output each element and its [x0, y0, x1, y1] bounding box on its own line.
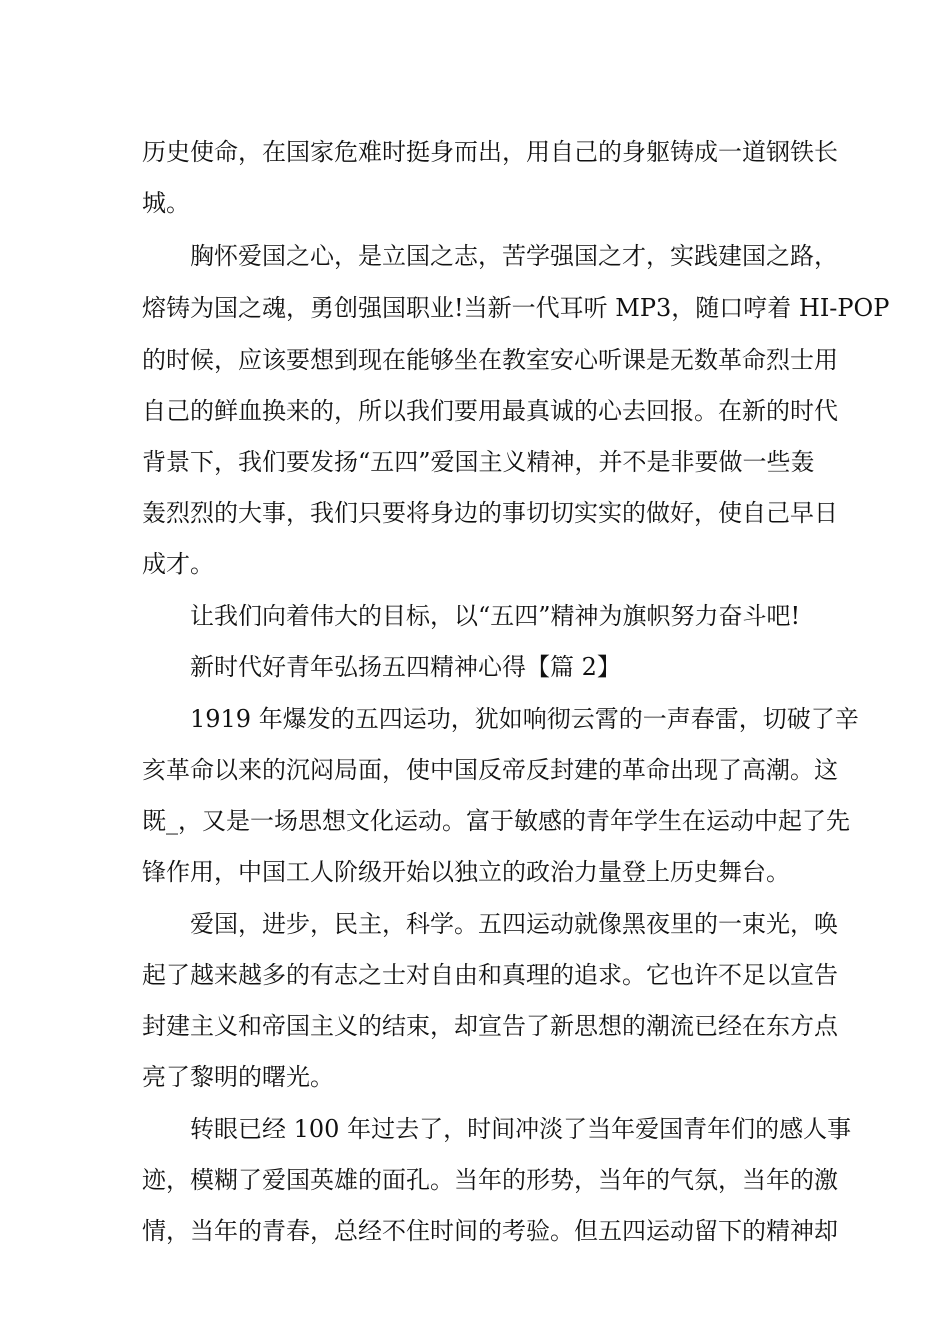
paragraph-first-line: 胸怀爱国之心，是立国之志，苦学强国之才，实践建国之路，: [190, 242, 838, 270]
paragraph-first-line: 让我们向着伟大的目标，以“五四”精神为旗帜努力奋斗吧!: [190, 602, 801, 630]
text-line: 锋作用，中国工人阶级开始以独立的政治力量登上历史舞台。: [142, 858, 790, 886]
paragraph-first-line: 爱国，进步，民主，科学。五四运动就像黑夜里的一束光，唤: [190, 910, 838, 938]
text-line: 历史使命，在国家危难时挺身而出，用自己的身躯铸成一道钢铁长: [142, 138, 838, 166]
text-line: 封建主义和帝国主义的结束，却宣告了新思想的潮流已经在东方点: [142, 1012, 838, 1040]
text-line: 成才。: [142, 550, 214, 578]
text-line: 亥革命以来的沉闷局面，使中国反帝反封建的革命出现了高潮。这: [142, 756, 838, 784]
text-line: 城。: [142, 189, 190, 217]
text-line: 亮了黎明的曙光。: [142, 1063, 334, 1091]
text-line: 迹，模糊了爱国英雄的面孔。当年的形势，当年的气氛，当年的激: [142, 1166, 838, 1194]
text-line: 背景下，我们要发扬“五四”爱国主义精神，并不是非要做一些轰: [142, 448, 815, 476]
text-line: 自己的鲜血换来的，所以我们要用最真诚的心去回报。在新的时代: [142, 397, 838, 425]
text-line: 熔铸为国之魂，勇创强国职业!当新一代耳听 MP3，随口哼着 HI-POP: [142, 294, 890, 322]
text-line: 情，当年的青春，总经不住时间的考验。但五四运动留下的精神却: [142, 1217, 838, 1245]
paragraph-first-line: 转眼已经 100 年过去了，时间冲淡了当年爱国青年们的感人事: [190, 1115, 852, 1143]
text-line: 轰烈烈的大事，我们只要将身边的事切切实实的做好，使自己早日: [142, 499, 838, 527]
text-line: 既_，又是一场思想文化运动。富于敏感的青年学生在运动中起了先: [142, 807, 850, 835]
section-heading: 新时代好青年弘扬五四精神心得【篇 2】: [190, 653, 621, 681]
text-line: 的时候，应该要想到现在能够坐在教室安心听课是无数革命烈士用: [142, 346, 838, 374]
paragraph-first-line: 1919 年爆发的五四运功，犹如响彻云霄的一声春雷，切破了辛: [190, 705, 859, 733]
text-line: 起了越来越多的有志之士对自由和真理的追求。它也许不足以宣告: [142, 961, 838, 989]
